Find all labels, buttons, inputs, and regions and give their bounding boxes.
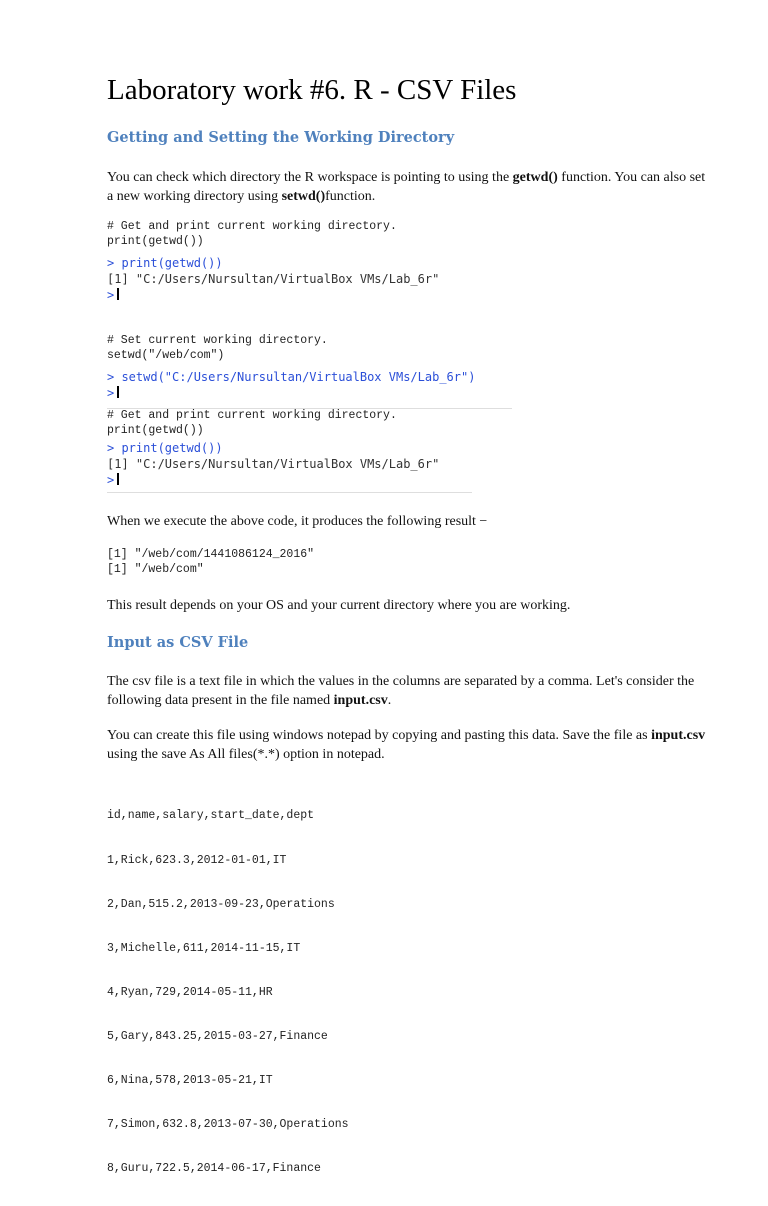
section-heading-working-directory: Getting and Setting the Working Directory [107,129,455,146]
csv-line: id,name,salary,start_date,dept [107,809,315,823]
result-note-text: This result depends on your OS and your current directory where you are working. [107,598,571,613]
r-console-output-2 [107,369,475,401]
csv-line: 3,Michelle,611,2014-11-15,IT [107,941,301,955]
r-console-output-1 [107,255,439,303]
filename-keyword: input.csv [333,693,388,708]
code-block-set-wd [107,334,328,363]
cursor-caret [117,473,119,485]
section-heading-input-csv: Input as CSV File [107,634,249,651]
result-intro-text: When we execute the above code, it produces the following result − [107,514,488,529]
code-line: setwd("/web/com") [107,348,225,362]
filename-keyword: input.csv [651,728,706,743]
csv-line: 8,Guru,722.5,2014-06-17,Finance [107,1162,321,1176]
result-output-block [107,548,314,577]
console-result: [1] "C:/Users/Nursultan/VirtualBox VMs/Lab_6r" [107,457,440,471]
getwd-keyword: getwd() [512,170,558,185]
r-console-output-3 [107,440,439,488]
csv-create-paragraph [107,726,713,764]
code-line: [1] "/web/com" [107,562,204,576]
console-command: > print(getwd()) [107,256,223,270]
text-run: function. You can also set a new working directory using [107,170,706,204]
console-prompt [107,472,439,488]
csv-line: 2,Dan,515.2,2013-09-23,Operations [107,897,335,911]
prompt-symbol: > [107,288,115,302]
text-run: using the save As All files(*.*) option in notepad. [107,747,385,762]
text-run: You can create this file using windows notepad by copying and pasting this data. Save the file as [107,728,652,743]
csv-line: 7,Simon,632.8,2013-07-30,Operations [107,1118,349,1132]
console-command: > print(getwd()) [107,441,223,455]
code-line: # Get and print current working directory. [107,409,397,422]
csv-line: 6,Nina,578,2013-05-21,IT [107,1074,273,1088]
console-result: [1] "C:/Users/Nursultan/VirtualBox VMs/Lab_6r" [107,272,440,286]
text-run: You can check which directory the R workspace is pointing to using the [107,170,513,185]
code-line: [1] "/web/com/1441086124_2016" [107,548,315,561]
console-command: > setwd("C:/Users/Nursultan/VirtualBox VMs/Lab_6r") [107,370,476,384]
setwd-keyword: setwd() [281,189,326,204]
screenshot-divider [107,492,472,493]
code-line: print(getwd()) [107,423,204,437]
console-prompt [107,385,475,401]
code-line: # Set current working directory. [107,334,328,347]
code-line: print(getwd()) [107,234,204,248]
csv-description-paragraph [107,672,713,710]
code-block-get-wd-again [107,409,397,438]
text-run: . [387,693,392,708]
csv-data-block [107,780,349,1206]
prompt-symbol: > [107,473,115,487]
code-block-get-wd [107,220,397,249]
csv-line: 4,Ryan,729,2014-05-11,HR [107,985,273,999]
page-title: Laboratory work #6. R - CSV Files [107,74,517,106]
csv-line: 1,Rick,623.3,2012-01-01,IT [107,853,287,867]
working-directory-paragraph [107,168,713,206]
prompt-symbol: > [107,386,115,400]
cursor-caret [117,288,119,300]
console-prompt [107,287,439,303]
code-line: # Get and print current working directory. [107,220,397,233]
cursor-caret [117,386,119,398]
text-run: The csv file is a text file in which the values in the columns are separated by a comma. Let's consider the following data present in the file named [107,674,695,708]
text-run: function. [325,189,376,204]
csv-line: 5,Gary,843.25,2015-03-27,Finance [107,1029,328,1043]
